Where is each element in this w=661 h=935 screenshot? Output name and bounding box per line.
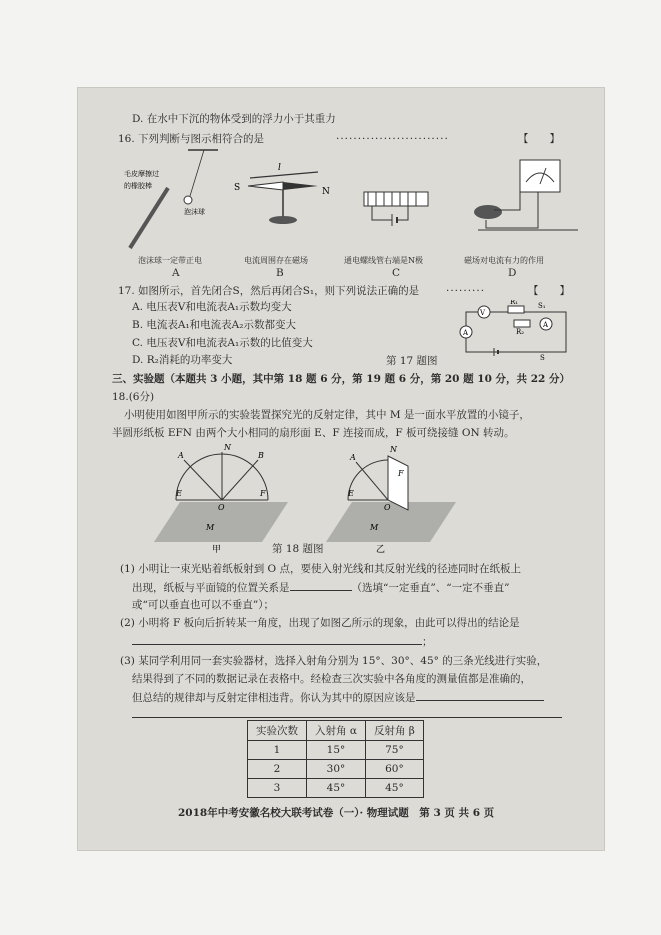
option-a-letter: A: [172, 267, 180, 279]
fig18-o: O: [218, 503, 225, 512]
fig16-a: [124, 150, 218, 248]
dot-leader-17: ·········: [446, 285, 486, 297]
fig18-yi-m: M: [370, 523, 379, 532]
table-cell: 2: [248, 760, 307, 779]
table-header: 反射角 β: [365, 721, 423, 741]
fig17-v: V: [480, 309, 486, 317]
q18-part3-c-text: 但总结的规律却与反射定律相违背。你认为其中的原因应该是: [132, 692, 416, 704]
question-18-head: 18.(6分): [112, 391, 155, 403]
fig16-a-ball-label: 泡沫球: [184, 208, 205, 216]
q18-part1-a: (1) 小明让一束光贴着纸板射到 O 点，要使入射光线和其反射光线的径迹同时在纸板上: [120, 563, 521, 575]
figure-17-circuit: [458, 300, 582, 362]
fig18-yi: [326, 445, 456, 555]
question-16: 16. 下列判断与图示相符合的是: [118, 133, 265, 145]
question-17: 17. 如图所示，首先闭合S，然后再闭合S₁，则下列说法正确的是: [118, 285, 420, 297]
table-cell: 75°: [365, 741, 423, 760]
q18-part1-b: [132, 580, 509, 595]
answer-bracket-16: 【 】: [518, 133, 560, 145]
q18-part2-a: (2) 小明将 F 板向后折转某一角度，出现了如图乙所示的现象，由此可以得出的结论是: [120, 617, 520, 629]
table-row: [248, 741, 424, 760]
table-cell: 45°: [365, 779, 423, 798]
table-row: [248, 760, 424, 779]
q17-option-b: B. 电流表A₁和电流表A₂示数都变大: [132, 319, 296, 331]
fig18-m: M: [206, 523, 215, 532]
q18-part1-d: 或“可以垂直也可以不垂直”）；: [132, 599, 274, 611]
fig16-c: [364, 192, 428, 226]
table-row: [248, 779, 424, 798]
table-header-row: [248, 721, 424, 741]
fig16-b: [234, 163, 330, 224]
fig18-yi-n: N: [390, 445, 397, 454]
q18-part2-b: [132, 634, 433, 649]
answer-line-3[interactable]: [132, 717, 562, 718]
answer-blank-1[interactable]: [290, 580, 352, 591]
fig18-e: E: [176, 489, 182, 498]
q18-paragraph-1: 小明使用如图甲所示的实验装置探究光的反射定律，其中 M 是一面水平放置的小镜子，: [124, 409, 530, 421]
dot-leader: ··························: [336, 133, 449, 145]
option-d-text: D. 在水中下沉的物体受到的浮力小于其重力: [132, 113, 336, 125]
option-a-caption: 泡沫球一定带正电: [138, 256, 202, 265]
fig17-a1: A: [463, 329, 469, 337]
option-c-letter: C: [392, 267, 401, 279]
table-cell: 60°: [365, 760, 423, 779]
fig16-d: [474, 160, 578, 230]
fig17-r2: R₂: [516, 328, 525, 336]
answer-blank-3[interactable]: [416, 690, 544, 701]
fig17-s: S: [540, 354, 545, 362]
experiment-table: [247, 720, 424, 798]
fig17-s1: S₁: [538, 302, 546, 310]
section-3-heading: 三、实验题（本题共 3 小题，其中第 18 题 6 分，第 19 题 6 分，第 20 题 10 分，共 22 分）: [112, 373, 570, 385]
table-cell: 1: [248, 741, 307, 760]
table-cell: 45°: [307, 779, 366, 798]
q18-part1-c: （选填“一定垂直”、“一定不垂直”: [351, 582, 510, 594]
q18-part2-semicolon: ；: [422, 636, 433, 648]
fig18-n: N: [224, 443, 231, 452]
answer-blank-2[interactable]: [132, 634, 422, 645]
q18-part1-b-text: 出现，纸板与平面镜的位置关系是: [132, 582, 290, 594]
fig18-yi-f: F: [398, 469, 404, 478]
fig18-jia: [154, 443, 288, 555]
fig16-b-s: S: [234, 183, 241, 193]
q17-option-c: C. 电压表V和电流表A₁示数的比值变大: [132, 337, 313, 349]
option-d-caption: 磁场对电流有力的作用: [464, 256, 544, 265]
fig17-a2: A: [543, 321, 549, 329]
fig17-r1: R₁: [510, 300, 519, 306]
table-cell: 30°: [307, 760, 366, 779]
fig18-yi-o: O: [384, 503, 391, 512]
table-header: 入射角 α: [307, 721, 366, 741]
option-d-letter: D: [508, 267, 517, 279]
option-b-caption: 电流周围存在磁场: [244, 256, 308, 265]
q17-option-a: A. 电压表V和电流表A₁示数均变大: [132, 301, 292, 313]
table-cell: 15°: [307, 741, 366, 760]
foam-ball: [184, 196, 192, 204]
q17-option-d: D. R₂消耗的功率变大: [132, 354, 233, 366]
table-header: 实验次数: [248, 721, 307, 741]
option-c-caption: 通电螺线管右端是N极: [344, 256, 423, 265]
fig18-a: A: [178, 451, 184, 460]
answer-bracket-17: 【 】: [528, 285, 570, 297]
option-b-letter: B: [276, 267, 284, 279]
fig18-b: B: [258, 451, 264, 460]
figure-18-caption: 第 18 题图: [272, 543, 324, 555]
fig16-b-l: l: [278, 163, 281, 173]
page-footer: 2018年中考安徽名校大联考试卷（一）· 物理试题 第 3 页 共 6 页: [178, 807, 495, 819]
q18-paragraph-2: 半圆形纸板 EFN 由两个大小相同的扇形面 E、F 连接而成，F 板可绕接缝 ON 转动。: [112, 427, 515, 439]
fig18-yi-label: 乙: [376, 545, 386, 555]
fig18-yi-e: E: [348, 489, 354, 498]
q18-part3-c: [132, 690, 544, 705]
fig18-f: F: [260, 489, 266, 498]
fig18-yi-a: A: [350, 453, 356, 462]
fig16-a-label1: 毛皮摩擦过: [124, 170, 159, 178]
q18-part3-a: (3) 某同学利用同一套实验器材，选择入射角分别为 15°、30°、45° 的三条光线进行实验，: [120, 655, 548, 667]
rubber-rod: [130, 188, 168, 248]
fig18-jia-label: 甲: [212, 545, 222, 555]
fig16-a-label2: 的橡胶棒: [124, 182, 152, 190]
q18-part3-b: 结果得到了不同的数据记录在表格中。经检查三次实验中各角度的测量值都是准确的，: [132, 673, 531, 685]
table-cell: 3: [248, 779, 307, 798]
fig16-b-n: N: [322, 187, 330, 197]
figure-16: [118, 148, 588, 268]
figure-17-caption: 第 17 题图: [386, 355, 438, 367]
